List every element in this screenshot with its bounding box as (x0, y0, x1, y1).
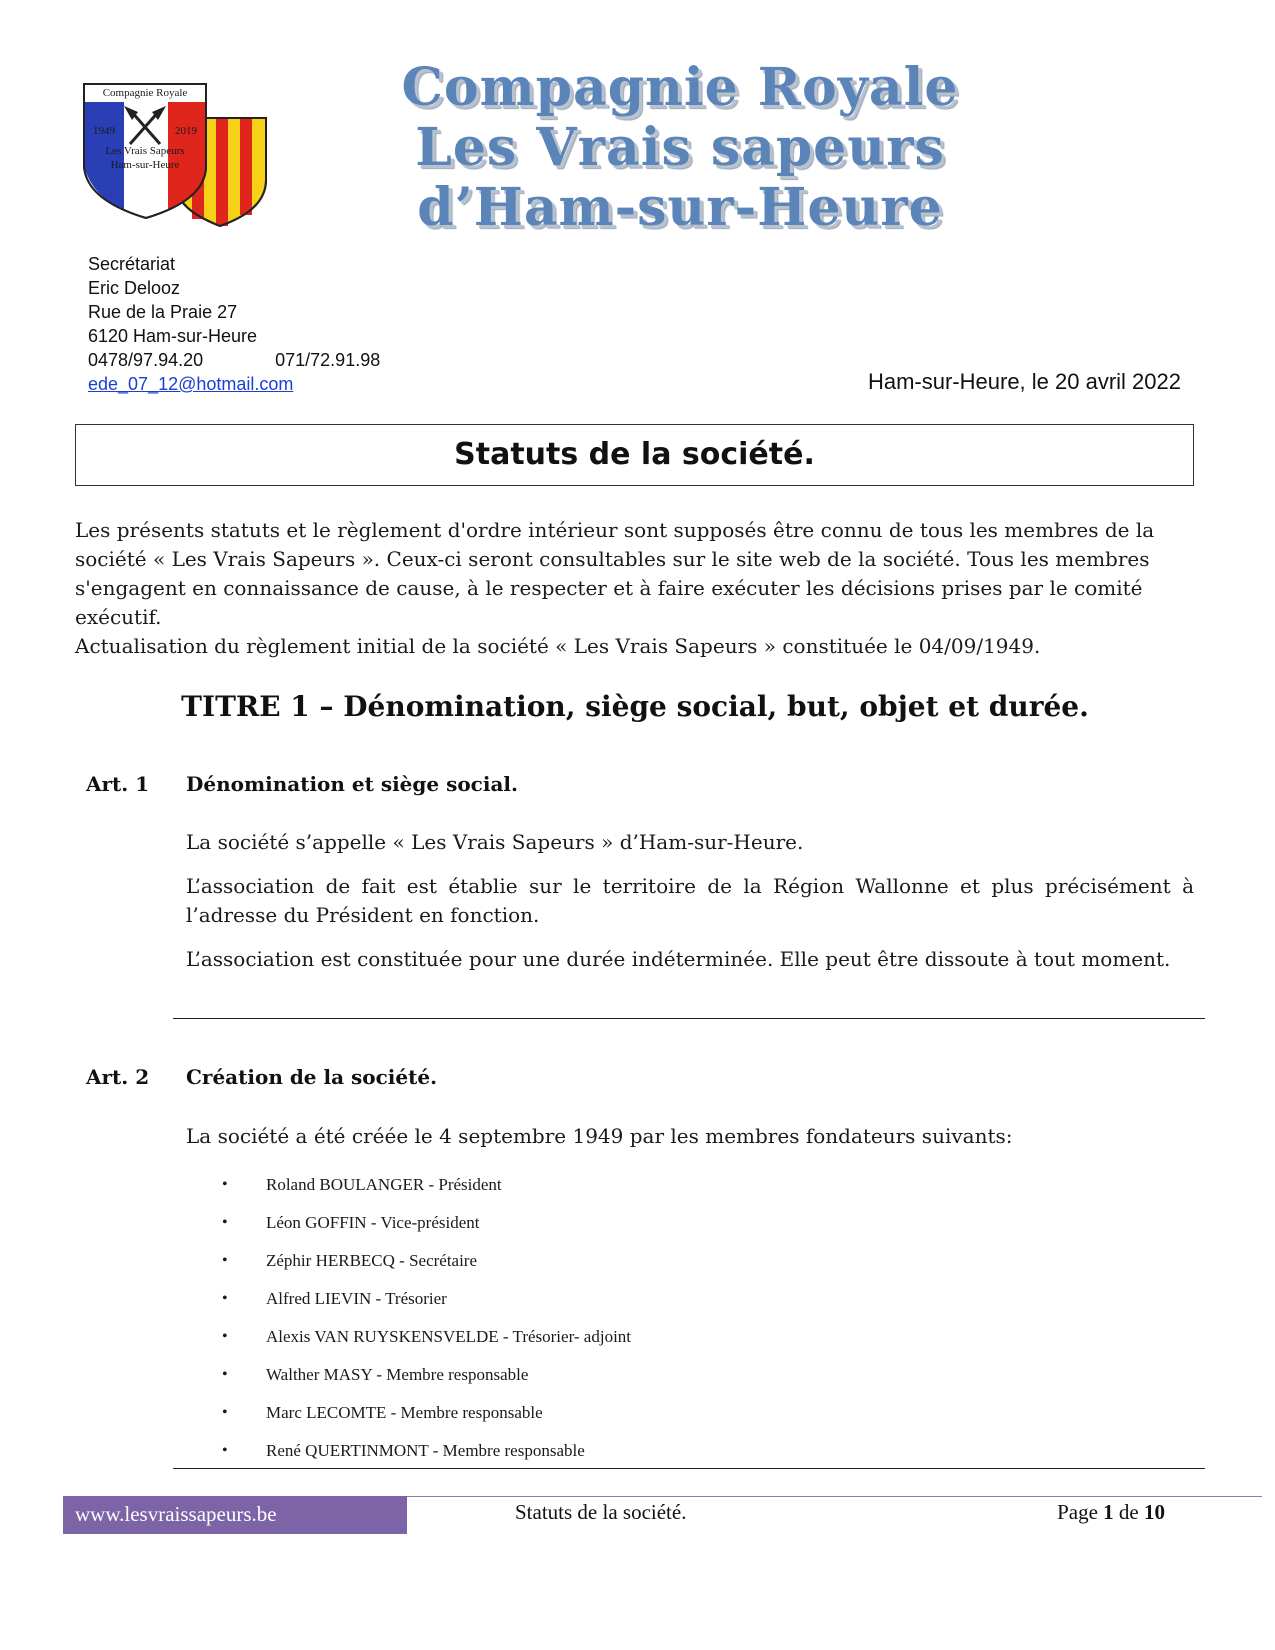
bullet-icon: • (222, 1176, 228, 1193)
art1-paragraph-2: L’association de fait est établie sur le territoire de la Région Wallonne et plus précisément à l’adresse du Président en fonction. (186, 874, 1194, 927)
founder-name: Walther MASY (266, 1365, 373, 1384)
logo-caption-top: Compagnie Royale (102, 87, 188, 99)
list-item (222, 1318, 631, 1356)
founder-role: - Membre responsable (428, 1441, 585, 1460)
list-item (222, 1166, 631, 1204)
intro-paragraph-2: Actualisation du règlement initial de la société « Les Vrais Sapeurs » constituée le 04/09/1949. (75, 634, 1041, 658)
company-title (300, 58, 1060, 238)
logo-caption-bottom: Ham-sur-Heure (110, 159, 180, 171)
document-title: Statuts de la société. (75, 424, 1194, 486)
list-item (222, 1280, 631, 1318)
founder-name: Léon GOFFIN (266, 1213, 367, 1232)
secretariat-name: Eric Delooz (88, 278, 181, 298)
founder-name: Marc LECOMTE (266, 1403, 387, 1422)
bullet-icon: • (222, 1404, 228, 1421)
list-item (222, 1432, 631, 1470)
founder-name: Roland BOULANGER (266, 1175, 425, 1194)
art1-divider (173, 1018, 1205, 1019)
email-link[interactable]: ede_07_12@hotmail.com (88, 374, 294, 394)
company-logo (82, 82, 270, 228)
company-title-line2: Les Vrais sapeurs (415, 117, 945, 178)
phone-landline: 071/72.91.98 (275, 350, 381, 370)
bullet-icon: • (222, 1252, 228, 1269)
footer-page-number (1057, 1500, 1165, 1525)
page-separator: de (1113, 1500, 1144, 1524)
footer-divider (407, 1496, 1262, 1497)
page-current: 1 (1103, 1500, 1114, 1524)
logo-year-left: 1949 (93, 125, 115, 137)
art2-divider (173, 1468, 1205, 1469)
founder-name: René QUERTINMONT (266, 1441, 429, 1460)
bullet-icon: • (222, 1328, 228, 1345)
date-line: Ham-sur-Heure, le 20 avril 2022 (867, 369, 1181, 394)
list-item (222, 1394, 631, 1432)
founder-role: - Trésorier- adjoint (498, 1327, 632, 1346)
founder-role: - Membre responsable (386, 1403, 543, 1422)
founder-role: - Vice-président (366, 1213, 480, 1232)
art2-title: Création de la société. (186, 1065, 438, 1089)
art1-label: Art. 1 (86, 772, 150, 796)
founder-role: - Président (424, 1175, 502, 1194)
company-title-line1: Compagnie Royale (401, 57, 959, 118)
founder-role: - Trésorier (371, 1289, 447, 1308)
footer-website-link[interactable]: www.lesvraissapeurs.be (63, 1496, 407, 1534)
secretariat-label: Secrétariat (88, 254, 176, 274)
founder-name: Zéphir HERBECQ (266, 1251, 395, 1270)
list-item (222, 1356, 631, 1394)
bullet-icon: • (222, 1442, 228, 1459)
intro-paragraph-1: Les présents statuts et le règlement d'ordre intérieur sont supposés être connu de tous les membres de la société « Les Vrais Sapeurs ». Ceux-ci seront consultables sur le site web de la société. Tous les membres s'engagent en connaissance de cause, à le respecter et à faire exécuter les décisions prises par le comité exécutif. (75, 518, 1155, 629)
company-title-line3: d’Ham-sur-Heure (417, 177, 943, 238)
secretariat-address (88, 252, 380, 396)
art1-paragraph-1: La société s’appelle « Les Vrais Sapeurs » d’Ham-sur-Heure. (186, 830, 804, 854)
art1-paragraph-3: L’association est constituée pour une durée indéterminée. Elle peut être dissoute à tout moment. (186, 947, 1171, 971)
bullet-icon: • (222, 1366, 228, 1383)
intro-text (75, 516, 1205, 661)
secretariat-street: Rue de la Praie 27 (88, 302, 238, 322)
bullet-icon: • (222, 1290, 228, 1307)
phone-mobile: 0478/97.94.20 (88, 350, 204, 370)
secretariat-phones (88, 348, 380, 372)
list-item (222, 1242, 631, 1280)
page-total: 10 (1144, 1500, 1165, 1524)
founder-role: - Membre responsable (372, 1365, 529, 1384)
art1-title: Dénomination et siège social. (186, 772, 518, 796)
art2-label: Art. 2 (86, 1065, 150, 1089)
footer-doc-title: Statuts de la société. (515, 1500, 687, 1524)
founder-role: - Secrétaire (394, 1251, 478, 1270)
bullet-icon: • (222, 1214, 228, 1231)
logo-year-right: 2019 (175, 125, 197, 137)
list-item (222, 1204, 631, 1242)
titre-1-heading: TITRE 1 – Dénomination, siège social, but, objet et durée. (181, 690, 1089, 723)
founders-list (222, 1166, 631, 1470)
founder-name: Alfred LIEVIN (266, 1289, 372, 1308)
art2-paragraph-1: La société a été créée le 4 septembre 1949 par les membres fondateurs suivants: (186, 1124, 1013, 1148)
page-prefix: Page (1057, 1500, 1104, 1524)
logo-caption-mid: Les Vrais Sapeurs (105, 145, 185, 157)
secretariat-city: 6120 Ham-sur-Heure (88, 326, 258, 346)
founder-name: Alexis VAN RUYSKENSVELDE (266, 1327, 499, 1346)
